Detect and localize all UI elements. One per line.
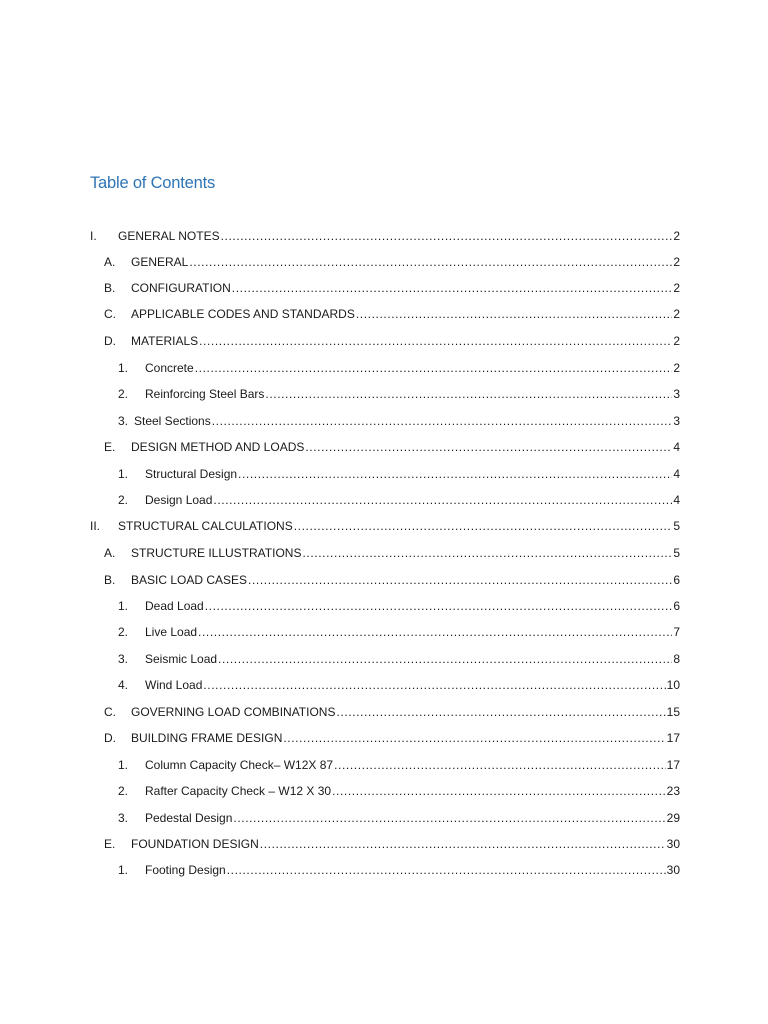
toc-entry-page: 2 xyxy=(673,334,680,348)
toc-title: Table of Contents xyxy=(90,174,216,192)
toc-entry-number: A. xyxy=(104,546,116,560)
toc-entry-page: 10 xyxy=(666,678,680,692)
toc-dot-leader xyxy=(203,678,665,692)
toc-entry-page: 29 xyxy=(666,811,680,825)
toc-entry-number: 1. xyxy=(118,599,129,613)
toc-entry-label: STRUCTURAL CALCULATIONS xyxy=(118,519,293,533)
toc-entry-number: B. xyxy=(104,573,116,587)
toc-entry-page: 15 xyxy=(666,705,680,719)
toc-entry-number: II. xyxy=(90,519,101,533)
toc-entry[interactable] xyxy=(104,697,680,719)
toc-entry-page: 30 xyxy=(666,837,680,851)
toc-entry-number: 2. xyxy=(118,625,129,639)
toc-dot-leader xyxy=(248,573,672,587)
toc-entry-page: 17 xyxy=(666,758,680,772)
toc-entry-label: Seismic Load xyxy=(145,652,218,666)
toc-entry-number: E. xyxy=(104,837,116,851)
toc-entry-page: 8 xyxy=(673,652,680,666)
toc-dot-leader xyxy=(334,758,666,772)
toc-entry[interactable] xyxy=(104,299,680,321)
toc-entry-number: 3. xyxy=(118,652,129,666)
toc-entry-page: 3 xyxy=(673,387,680,401)
toc-entry-page: 4 xyxy=(673,467,680,481)
toc-entry-label: GOVERNING LOAD COMBINATIONS xyxy=(131,705,336,719)
toc-dot-leader xyxy=(195,361,673,375)
toc-entry[interactable] xyxy=(104,723,680,745)
toc-entry-label: Design Load xyxy=(145,493,213,507)
toc-entry-label: Steel Sections xyxy=(134,414,211,428)
toc-entry-label: BASIC LOAD CASES xyxy=(131,573,248,587)
toc-entry[interactable] xyxy=(104,538,680,560)
toc-entry-label: APPLICABLE CODES AND STANDARDS xyxy=(131,307,355,321)
toc-entry-number: 2. xyxy=(118,784,129,798)
toc-entry-page: 7 xyxy=(673,625,680,639)
toc-entry-page: 2 xyxy=(673,229,680,243)
toc-entry[interactable] xyxy=(118,803,680,825)
toc-entry[interactable] xyxy=(104,326,680,348)
toc-entry-number: 1. xyxy=(118,863,129,877)
toc-entry-label: Live Load xyxy=(145,625,198,639)
toc-entry[interactable] xyxy=(118,379,680,401)
toc-dot-leader xyxy=(356,307,672,321)
toc-entry[interactable] xyxy=(118,855,680,877)
toc-dot-leader xyxy=(233,811,665,825)
toc-entry[interactable] xyxy=(104,432,680,454)
toc-dot-leader xyxy=(198,625,672,639)
toc-dot-leader xyxy=(199,334,672,348)
toc-dot-leader xyxy=(212,414,673,428)
toc-entry-label: STRUCTURE ILLUSTRATIONS xyxy=(131,546,302,560)
toc-entry-number: 4. xyxy=(118,678,129,692)
toc-entry-page: 23 xyxy=(666,784,680,798)
toc-entry[interactable] xyxy=(118,617,680,639)
toc-entry-page: 5 xyxy=(673,546,680,560)
toc-entry-label: DESIGN METHOD AND LOADS xyxy=(131,440,305,454)
toc-entry-label: Dead Load xyxy=(145,599,204,613)
toc-entry-page: 4 xyxy=(673,493,680,507)
toc-dot-leader xyxy=(221,229,673,243)
toc-entry-number: C. xyxy=(104,307,116,321)
toc-dot-leader xyxy=(213,493,672,507)
toc-dot-leader xyxy=(283,731,665,745)
toc-entry-label: BUILDING FRAME DESIGN xyxy=(131,731,283,745)
toc-dot-leader xyxy=(332,784,666,798)
toc-entry-number: 2. xyxy=(118,387,129,401)
toc-dot-leader xyxy=(302,546,672,560)
toc-entry[interactable] xyxy=(90,511,680,533)
toc-entry-page: 30 xyxy=(666,863,680,877)
toc-dot-leader xyxy=(238,467,672,481)
toc-entry[interactable] xyxy=(118,750,680,772)
toc-entry-number: D. xyxy=(104,334,116,348)
toc-dot-leader xyxy=(205,599,673,613)
toc-entry-label: Pedestal Design xyxy=(145,811,233,825)
toc-entry[interactable] xyxy=(104,565,680,587)
toc-entry-label: Concrete xyxy=(145,361,194,375)
toc-dot-leader xyxy=(232,281,673,295)
toc-entry-page: 2 xyxy=(673,361,680,375)
toc-entry[interactable] xyxy=(118,459,680,481)
toc-entry[interactable] xyxy=(118,644,680,666)
toc-entry-number: E. xyxy=(104,440,116,454)
toc-entry-page: 6 xyxy=(673,573,680,587)
toc-entry-label: CONFIGURATION xyxy=(131,281,231,295)
toc-entry[interactable] xyxy=(118,591,680,613)
toc-entry-page: 2 xyxy=(673,307,680,321)
toc-entry-number: D. xyxy=(104,731,116,745)
toc-entry[interactable] xyxy=(90,221,680,243)
toc-entry-page: 17 xyxy=(666,731,680,745)
toc-dot-leader xyxy=(260,837,666,851)
toc-dot-leader xyxy=(218,652,672,666)
toc-entry-label: FOUNDATION DESIGN xyxy=(131,837,259,851)
toc-entry[interactable] xyxy=(104,247,680,269)
toc-entry-label: MATERIALS xyxy=(131,334,199,348)
toc-entry-label: Wind Load xyxy=(145,678,203,692)
toc-entry-number: 3. xyxy=(118,811,129,825)
toc-entry[interactable] xyxy=(118,670,680,692)
toc-entry-page: 5 xyxy=(673,519,680,533)
toc-dot-leader xyxy=(294,519,673,533)
toc-entry[interactable] xyxy=(104,829,680,851)
toc-entry-label: Reinforcing Steel Bars xyxy=(145,387,265,401)
toc-entry-label: Structural Design xyxy=(145,467,238,481)
toc-entry-label: GENERAL xyxy=(131,255,189,269)
toc-entry-label: Rafter Capacity Check – W12 X 30 xyxy=(145,784,332,798)
toc-entry-number: 2. xyxy=(118,493,129,507)
toc-entry-number: I. xyxy=(90,229,97,243)
toc-entry-page: 2 xyxy=(673,255,680,269)
toc-entry-label: Column Capacity Check– W12X 87 xyxy=(145,758,334,772)
toc-dot-leader xyxy=(227,863,666,877)
toc-entry[interactable] xyxy=(118,353,680,375)
toc-entry-number: A. xyxy=(104,255,116,269)
toc-entry-number: 3. xyxy=(118,414,129,428)
toc-entry-number: 1. xyxy=(118,361,129,375)
toc-entry-page: 2 xyxy=(673,281,680,295)
toc-entry-number: C. xyxy=(104,705,116,719)
toc-entry-label: Footing Design xyxy=(145,863,226,877)
toc-dot-leader xyxy=(336,705,665,719)
toc-dot-leader xyxy=(265,387,672,401)
toc-entry-page: 4 xyxy=(673,440,680,454)
toc-entry[interactable] xyxy=(118,406,680,428)
toc-entry-label: GENERAL NOTES xyxy=(118,229,220,243)
toc-entry-page: 3 xyxy=(673,414,680,428)
toc-entry-number: 1. xyxy=(118,467,129,481)
toc-dot-leader xyxy=(189,255,672,269)
toc-dot-leader xyxy=(305,440,672,454)
toc-entry[interactable] xyxy=(104,273,680,295)
toc-entry-page: 6 xyxy=(673,599,680,613)
toc-entry[interactable] xyxy=(118,776,680,798)
toc-entry-number: B. xyxy=(104,281,116,295)
toc-entry[interactable] xyxy=(118,485,680,507)
toc-entry-number: 1. xyxy=(118,758,129,772)
